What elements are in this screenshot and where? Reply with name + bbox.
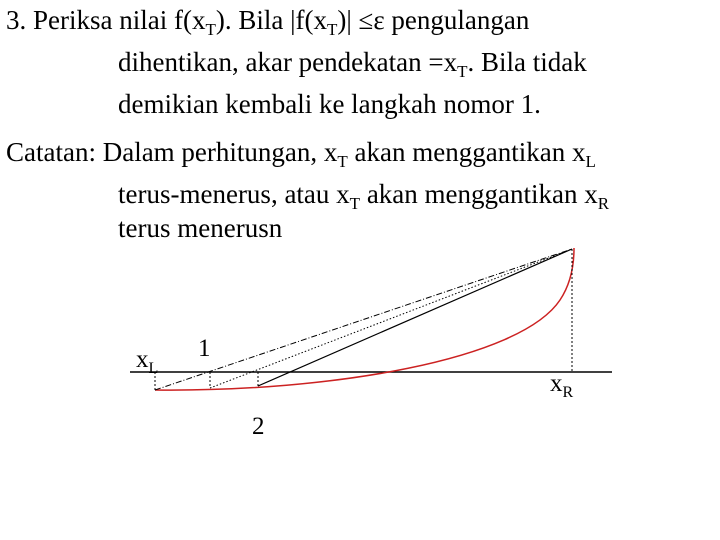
secant-line-1 [155,249,572,390]
text-run: terus menerusn [118,213,283,243]
label-xr [550,370,574,401]
text-run: dihentikan, akar pendekatan =x [118,47,458,77]
label-iterate-1: 1 [198,335,211,362]
text-run: ). Bila |f(x [215,5,327,35]
secant-line-3 [258,249,572,386]
subscript-t: T [457,62,468,81]
text-run: 3. Periksa nilai f(x [6,5,206,35]
text-run: Catatan: Dalam perhitungan, x [6,137,338,167]
label-xr-x: x [550,370,563,397]
secant-line-2 [210,249,572,388]
subscript-t: T [337,152,348,171]
subscript-t: T [326,20,338,39]
text-run: )| ≤ε pengulangan [337,5,530,35]
text-run: . Bila tidak [467,47,587,77]
text-run: terus-menerus, atau x [118,179,350,209]
text-run: akan menggantikan x [347,137,586,167]
label-xr-sub: R [562,384,574,401]
label-xl-x: x [136,346,149,373]
subscript-t: T [205,20,216,39]
label-iterate-2: 2 [252,413,265,440]
subscript-l: L [585,152,596,171]
label-xl-sub: L [148,360,159,377]
subscript-r: R [597,194,610,213]
text-run: akan menggantikan x [360,179,598,209]
subscript-t: T [349,194,361,213]
label-xl [136,346,158,377]
text-run: demikian kembali ke langkah nomor 1. [118,89,541,119]
